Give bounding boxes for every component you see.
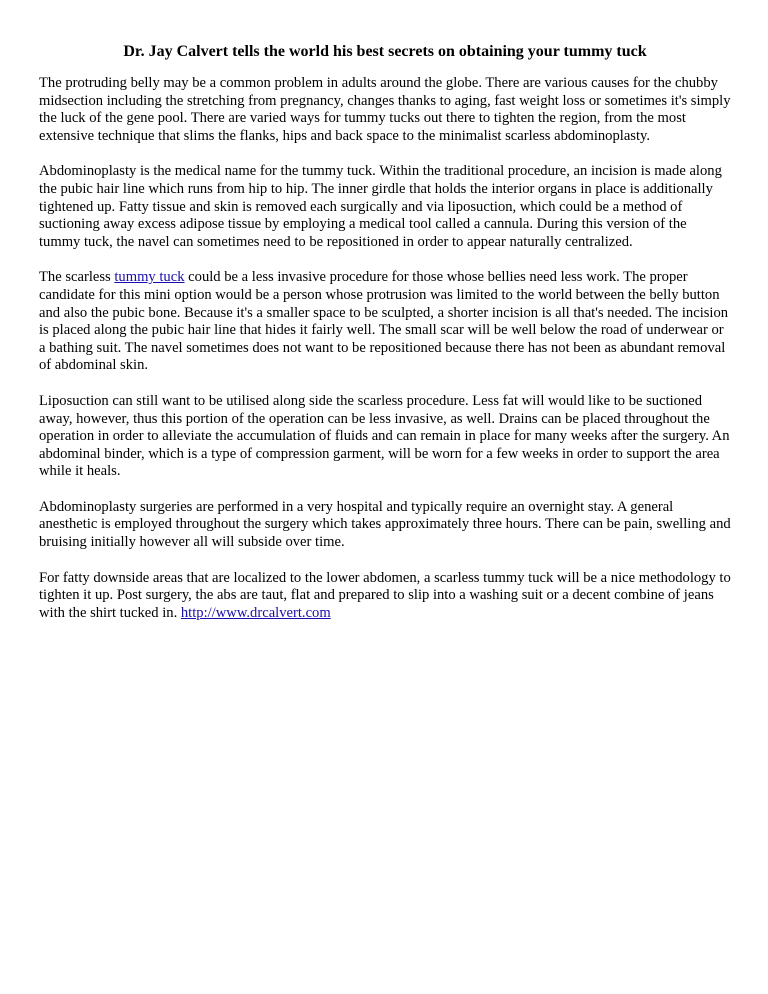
paragraph-3-text-before: The scarless	[39, 269, 115, 286]
paragraph-6-text: For fatty downside areas that are localized to the lower abdomen, a scarless tummy tuck will be a nice methodology to tighten it up. Post surgery, the abs are taut, flat and prepared to slip into a washing suit or a decent combine of jeans with the shirt tucked in.	[39, 569, 731, 621]
paragraph-3	[39, 269, 731, 375]
document-title: Dr. Jay Calvert tells the world his best secrets on obtaining your tummy tuck	[123, 43, 647, 60]
paragraph-5: Abdominoplasty surgeries are performed in a very hospital and typically require an overnight stay. A general anesthetic is employed throughout the surgery which takes approximately three hours. There can be pain, swelling and bruising initially however all will subside over time.	[39, 498, 731, 551]
tummy-tuck-link[interactable]: tummy tuck	[114, 269, 185, 286]
paragraph-4: Liposuction can still want to be utilised along side the scarless procedure. Less fat will would like to be suctioned away, however, thus this portion of the operation can be less invasive, as well. Drains can be placed throughout the operation in order to alleviate the accumulation of fluids and can remain in place for many weeks after the surgery. An abdominal binder, which is a type of compression garment, will be worn for a few weeks in order to support the area while it heals.	[39, 392, 730, 480]
paragraph-1: The protruding belly may be a common problem in adults around the globe. There are various causes for the chubby midsection including the stretching from pregnancy, changes thanks to aging, fast weight loss or sometimes it's simply the luck of the gene pool. There are varied ways for tummy tucks out there to tighten the region, from the most extensive technique that slims the flanks, hips and back space to the minimalist scarless abdominoplasty.	[39, 75, 731, 144]
paragraph-3-text-after: could be a less invasive procedure for those whose bellies need less work. The proper candidate for this mini option would be a person whose protrusion was limited to the world between the belly button and also the pubic bone. Because it's a smaller space to be sculpted, a shorter incision is all that's needed. The incision is placed along the pubic hair line that hides it fairly well. The small scar will be well below the road of underwear or a bathing suit. The navel sometimes does not want to be repositioned because there has not been as abundant removal of abdominal skin.	[39, 269, 729, 374]
paragraph-2: Abdominoplasty is the medical name for the tummy tuck. Within the traditional procedure, an incision is made along the pubic hair line which runs from hip to hip. The inner girdle that holds the interior organs in place is additionally tightened up. Fatty tissue and skin is removed each surgically and via liposuction, which could be a method of suctioning away excess adipose tissue by employing a medical tool called a cannula. During this version of the tummy tuck, the navel can sometimes need to be repositioned in order to appear naturally centralized.	[39, 163, 722, 250]
drcalvert-website-link[interactable]: http://www.drcalvert.com	[180, 604, 331, 621]
document-page	[39, 42, 731, 640]
paragraph-6	[39, 570, 731, 623]
